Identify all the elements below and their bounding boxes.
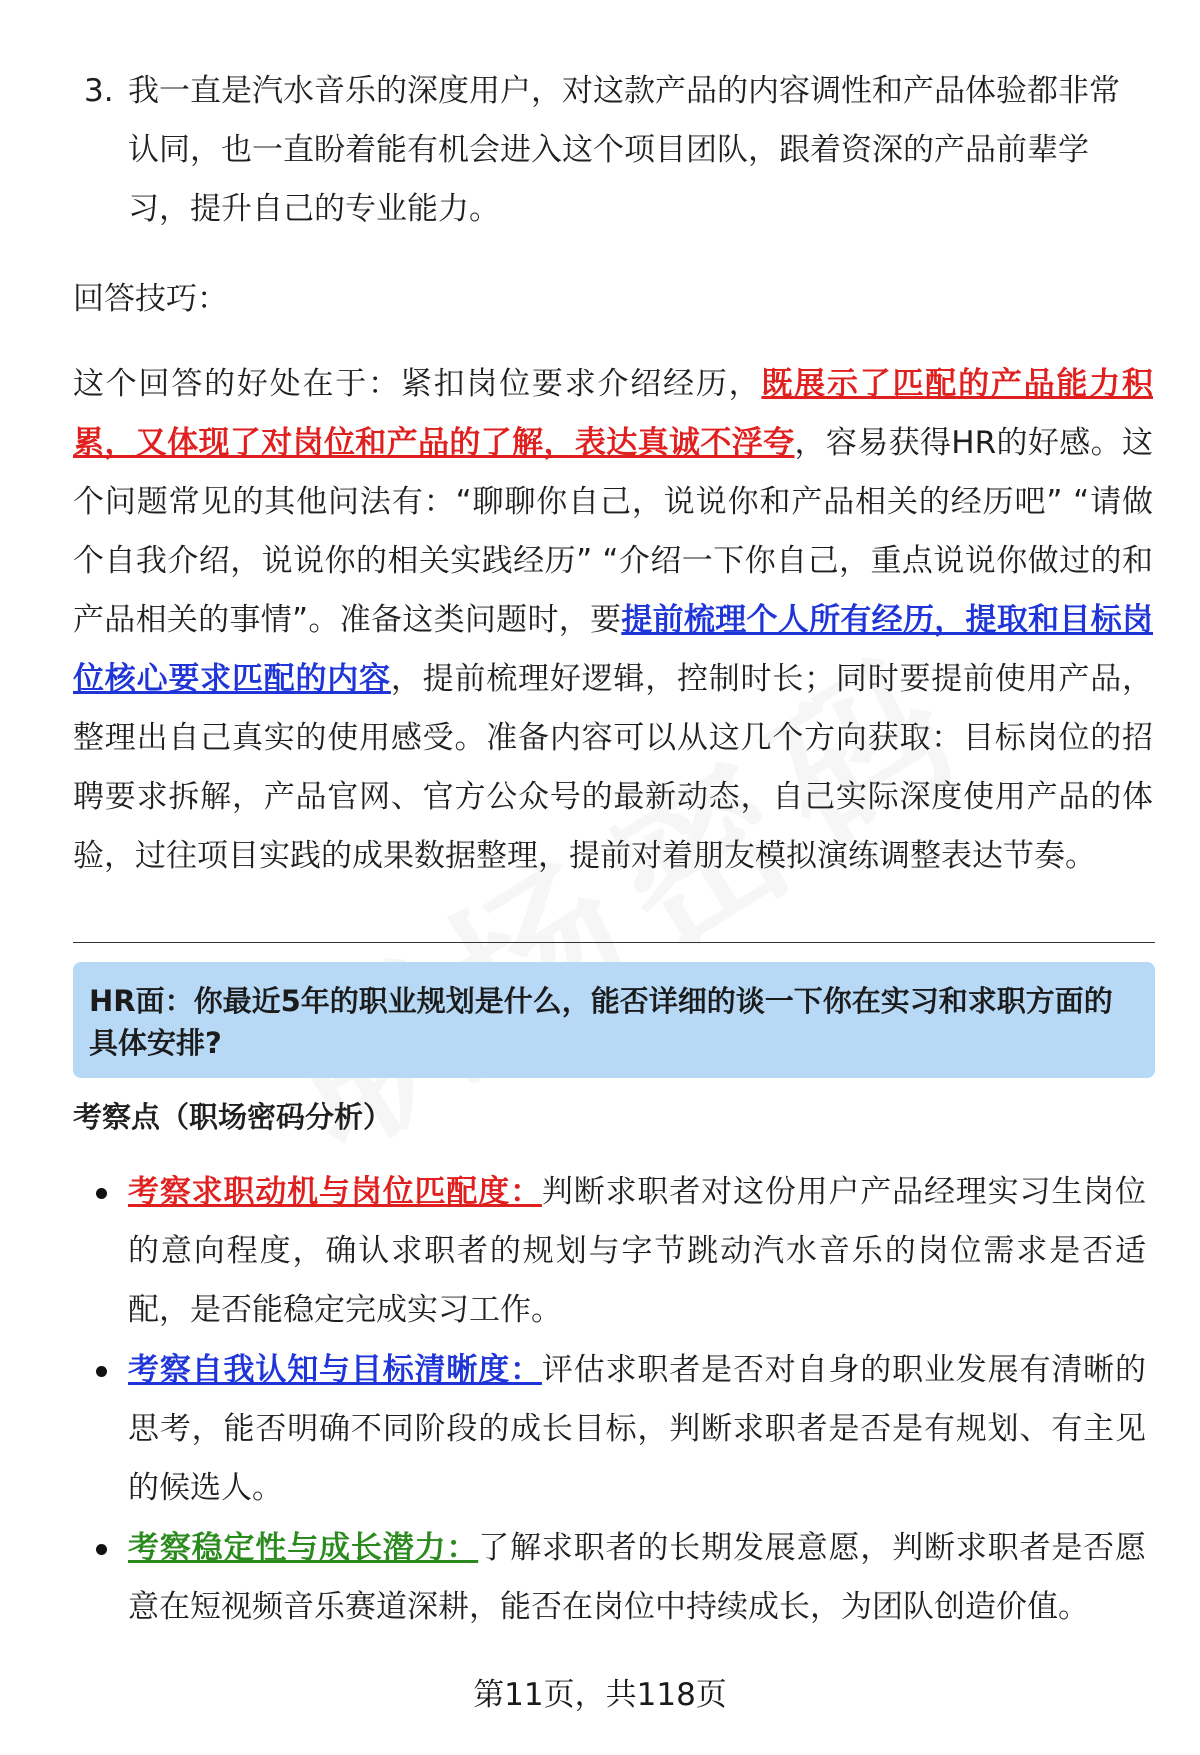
item-text: 我一直是汽水音乐的深度用户，对这款产品的内容调性和产品体验都非常认同，也一直盼着能有机会进入这个项目团队，跟着资深的产品前辈学习，提升自己的专业能力。 <box>128 73 1120 227</box>
tips-text-3: ，提前梳理好逻辑，控制时长；同时要提前使用产品，整理出自己真实的使用感受。准备内容可以从这几个方向获取：目标岗位的招聘要求拆解，产品官网、官方公众号的最新动态，自己实际深度使用产品的体验，过往项目实践的成果数据整理，提前对着朋友模拟演练调整表达节奏。 <box>73 661 1154 874</box>
list-item <box>96 1341 1146 1518</box>
section-divider <box>73 942 1155 943</box>
bullet-dot-icon <box>96 1366 107 1377</box>
tips-text-1: 这个回答的好处在于：紧扣岗位要求介绍经历， <box>73 366 762 402</box>
bullet-title: 考察自我认知与目标清晰度： <box>128 1352 542 1388</box>
tips-label: 回答技巧： <box>73 281 228 317</box>
bullet-text: 评估求职者是否对自身的职业发展有清晰的思考，能否明确不同阶段的成长目标，判断求职者是否是有规划、有主见的候选人。 <box>128 1352 1147 1506</box>
question-text: HR面：你最近5年的职业规划是什么，能否详细的谈一下你在实习和求职方面的具体安排? <box>89 984 1113 1060</box>
item-number: 3. <box>84 73 114 109</box>
bullet-title: 考察求职动机与岗位匹配度： <box>128 1174 542 1210</box>
tips-text-2: ，容易获得HR的好感。这个问题常见的其他问法有：“聊聊你自己，说说你和产品相关的经历吧” “请做个自我介绍，说说你的相关实践经历” “介绍一下你自己，重点说说你做过的和产品相关的事情”。准备这类问题时，要 <box>73 425 1153 638</box>
bullet-dot-icon <box>96 1544 107 1555</box>
bullet-dot-icon <box>96 1188 107 1199</box>
list-item <box>96 1163 1146 1340</box>
tips-paragraph <box>73 355 1153 886</box>
tips-highlight-blue: 提前梳理个人所有经历，提取和目标岗位核心要求匹配的内容 <box>73 602 1154 697</box>
bullet-text: 判断求职者对这份用户产品经理实习生岗位的意向程度，确认求职者的规划与字节跳动汽水音乐的岗位需求是否适配，是否能稳定完成实习工作。 <box>128 1174 1147 1328</box>
page-footer: 第11页，共118页 <box>473 1677 727 1713</box>
bullet-text: 了解求职者的长期发展意愿，判断求职者是否愿意在短视频音乐赛道深耕，能否在岗位中持续成长，为团队创造价值。 <box>128 1530 1147 1625</box>
section-heading: 考察点（职场密码分析） <box>73 1100 393 1134</box>
question-box <box>73 962 1155 1078</box>
numbered-item-3 <box>84 62 1144 239</box>
tips-highlight-red: 既展示了匹配的产品能力积累，又体现了对岗位和产品的了解，表达真诚不浮夸 <box>73 366 1153 461</box>
bullet-list <box>96 1163 1146 1638</box>
bullet-title: 考察稳定性与成长潜力： <box>128 1530 479 1566</box>
list-item <box>96 1519 1146 1637</box>
